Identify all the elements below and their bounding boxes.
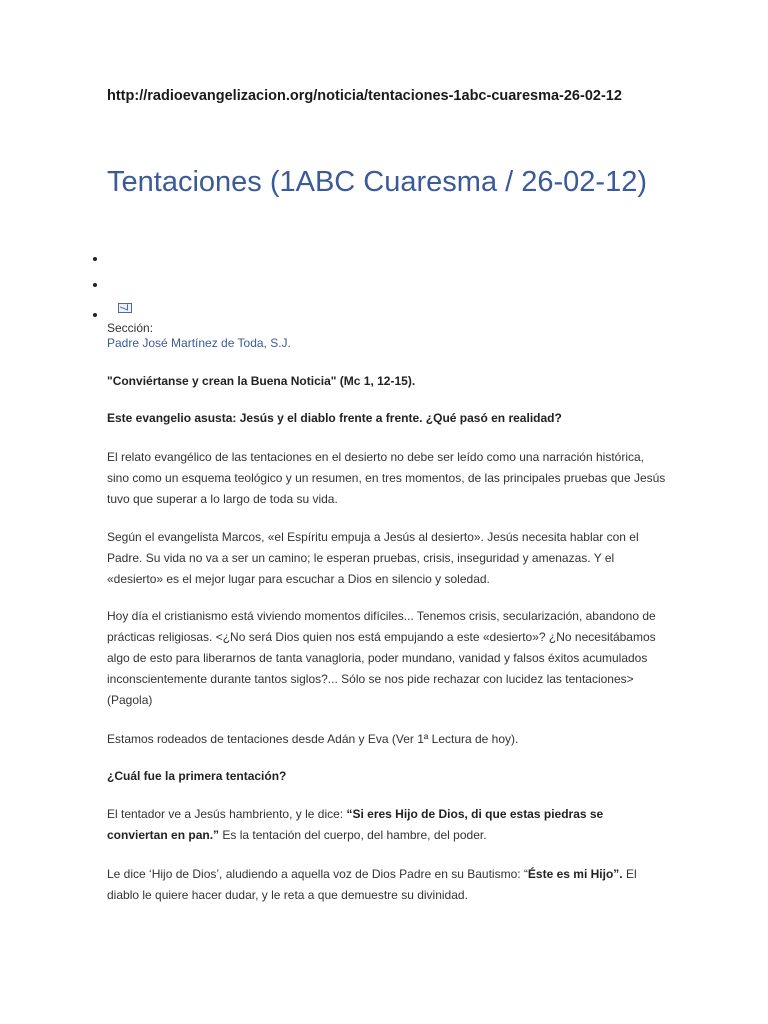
section-label: Sección: [107, 321, 154, 335]
paragraph: El relato evangélico de las tentaciones en el desierto no debe ser leído como una narración histórica, sino como un esquema teológico y un resumen, en tres momentos, de las principales pruebas que Jesús tuvo que superar a lo largo de toda su vida. [107, 450, 666, 506]
source-url[interactable]: http://radioevangelizacion.org/noticia/tentaciones-1abc-cuaresma-26-02-12 [107, 88, 622, 104]
intro-heading: Este evangelio asusta: Jesús y el diablo frente a frente. ¿Qué pasó en realidad? [107, 411, 562, 425]
text-run: Es la tentación del cuerpo, del hambre, del poder. [219, 828, 487, 842]
bullet-icon [93, 283, 97, 287]
paragraph [107, 864, 667, 906]
text-run: Le dice ‘Hijo de Dios’, aludiendo a aquella voz de Dios Padre en su Bautismo: “ [107, 867, 528, 881]
text-run: El diablo le quiere hacer dudar, y le reta a que demuestre su divinidad. [107, 867, 637, 902]
paragraph: Según el evangelista Marcos, «el Espíritu empuja a Jesús al desierto». Jesús necesita hablar con el Padre. Su vida no va a ser un camino; le esperan pruebas, crisis, inseguridad y amenazas. Y el «desierto» es el mejor lugar para escuchar a Dios en silencio y soledad. [107, 530, 639, 586]
scripture-quote: "Conviértanse y crean la Buena Noticia" (Mc 1, 12-15). [107, 374, 416, 388]
bullet-icon [93, 257, 97, 261]
paragraph: Hoy día el cristianismo está viviendo momentos difíciles... Tenemos crisis, secularización, abandono de prácticas religiosas. <¿No será Dios quien nos está empujando a este «desierto»? ¿No necesitábamos algo de esto para liberarnos de tanta vanagloria, poder mundano, vanidad y falsos éxitos acumulados inconscientemente durante tantos siglos?... Sólo se nos pide rechazar con lucidez las tentaciones> (Pagola) [107, 609, 656, 707]
quote-bold: Éste es mi Hijo”. [527, 867, 623, 881]
paragraph [107, 804, 667, 846]
paragraph: Estamos rodeados de tentaciones desde Adán y Eva (Ver 1ª Lectura de hoy). [107, 732, 519, 746]
bullet-icon [93, 313, 97, 317]
email-icon[interactable] [118, 303, 132, 313]
article-title: Tentaciones (1ABC Cuaresma / 26-02-12) [107, 166, 647, 198]
subheading: ¿Cuál fue la primera tentación? [107, 769, 287, 783]
text-run: El tentador ve a Jesús hambriento, y le dice: [107, 807, 347, 821]
quote-bold: “Si eres Hijo de Dios, di que estas piedras se conviertan en pan.” [107, 807, 604, 842]
author-link[interactable]: Padre José Martínez de Toda, S.J. [107, 336, 291, 350]
